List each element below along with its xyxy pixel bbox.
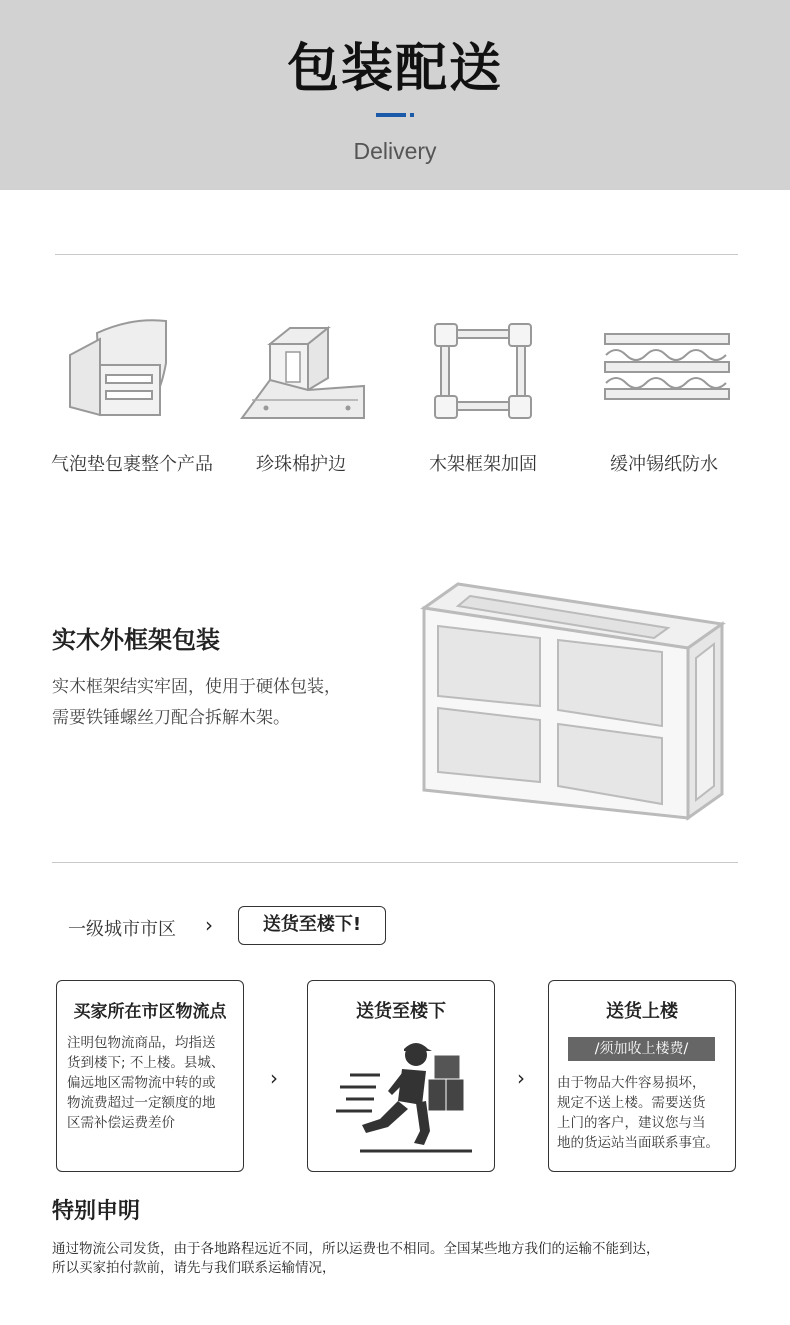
step-desc-line: 偏远地区需物流中转的或 (67, 1075, 216, 1091)
delivery-man-icon (332, 1039, 472, 1155)
packaging-label-foam: 珍珠棉护边 (256, 454, 346, 475)
step-title: 送货至楼下 (356, 1001, 446, 1022)
step-desc-line: 物流费超过一定额度的地 (67, 1095, 216, 1111)
pearl-foam-corner-icon (238, 322, 368, 424)
bubble-wrap-box-icon (62, 315, 172, 420)
step-desc-line: 规定不送上楼。需要送货 (557, 1095, 706, 1111)
city-label: 一级城市市区 (68, 919, 176, 940)
step-desc (67, 1033, 224, 1133)
title-underline-dot (410, 113, 414, 117)
chevron-right-icon: › (270, 1066, 278, 1090)
step-card-pickup (56, 980, 244, 1172)
notice-text-line2: 所以买家拍付款前，请先与我们联系运输情况， (52, 1260, 336, 1276)
chevron-right-icon: › (517, 1066, 525, 1090)
wood-frame-title: 实木外框架包装 (52, 626, 220, 654)
divider (55, 254, 738, 255)
wooden-crate-icon (418, 578, 726, 828)
step-desc-line: 区需补偿运费差价 (67, 1115, 175, 1131)
wood-frame-desc-line2: 需要铁锤螺丝刀配合拆解木架。 (52, 708, 290, 728)
step-desc-line: 地的货运站当面联系事宜。 (557, 1135, 719, 1151)
step-card-upstairs (548, 980, 736, 1172)
notice-title: 特别申明 (52, 1199, 141, 1224)
packaging-label-foil: 缓冲锡纸防水 (610, 454, 718, 475)
wood-frame-desc-line1: 实木框架结实牢固，使用于硬体包装， (52, 677, 341, 697)
delivery-tag: 送货至楼下! (238, 906, 386, 945)
wood-frame-icon (433, 322, 533, 422)
notice-text-line1: 通过物流公司发货，由于各地路程远近不同，所以运费也不相同。全国某些地方我们的运输不能到达， (52, 1241, 660, 1257)
packaging-label-frame: 木架框架加固 (429, 454, 537, 475)
step-title: 买家所在市区物流点 (73, 1002, 227, 1022)
divider (52, 862, 738, 863)
packaging-label-bubble: 气泡垫包裹整个产品 (51, 454, 213, 475)
chevron-right-icon: › (205, 913, 213, 937)
step-desc-line: 上门的客户，建议您与当 (557, 1115, 706, 1131)
step-desc-line: 货到楼下; 不上楼。县城、 (67, 1055, 225, 1071)
step-desc-line: 由于物品大件容易损坏， (557, 1075, 706, 1091)
step-desc-line: 注明包物流商品，均指送 (67, 1035, 216, 1051)
cushion-foil-icon (604, 333, 730, 401)
title-underline (376, 113, 406, 117)
step-desc (557, 1073, 719, 1153)
page-title: 包装配送 (286, 39, 503, 99)
header-banner (0, 0, 790, 190)
page-subtitle: Delivery (353, 138, 437, 164)
step-card-downstairs (307, 980, 495, 1172)
upstairs-fee-badge: /须加收上楼费/ (568, 1037, 715, 1061)
step-title: 送货上楼 (606, 1001, 678, 1022)
